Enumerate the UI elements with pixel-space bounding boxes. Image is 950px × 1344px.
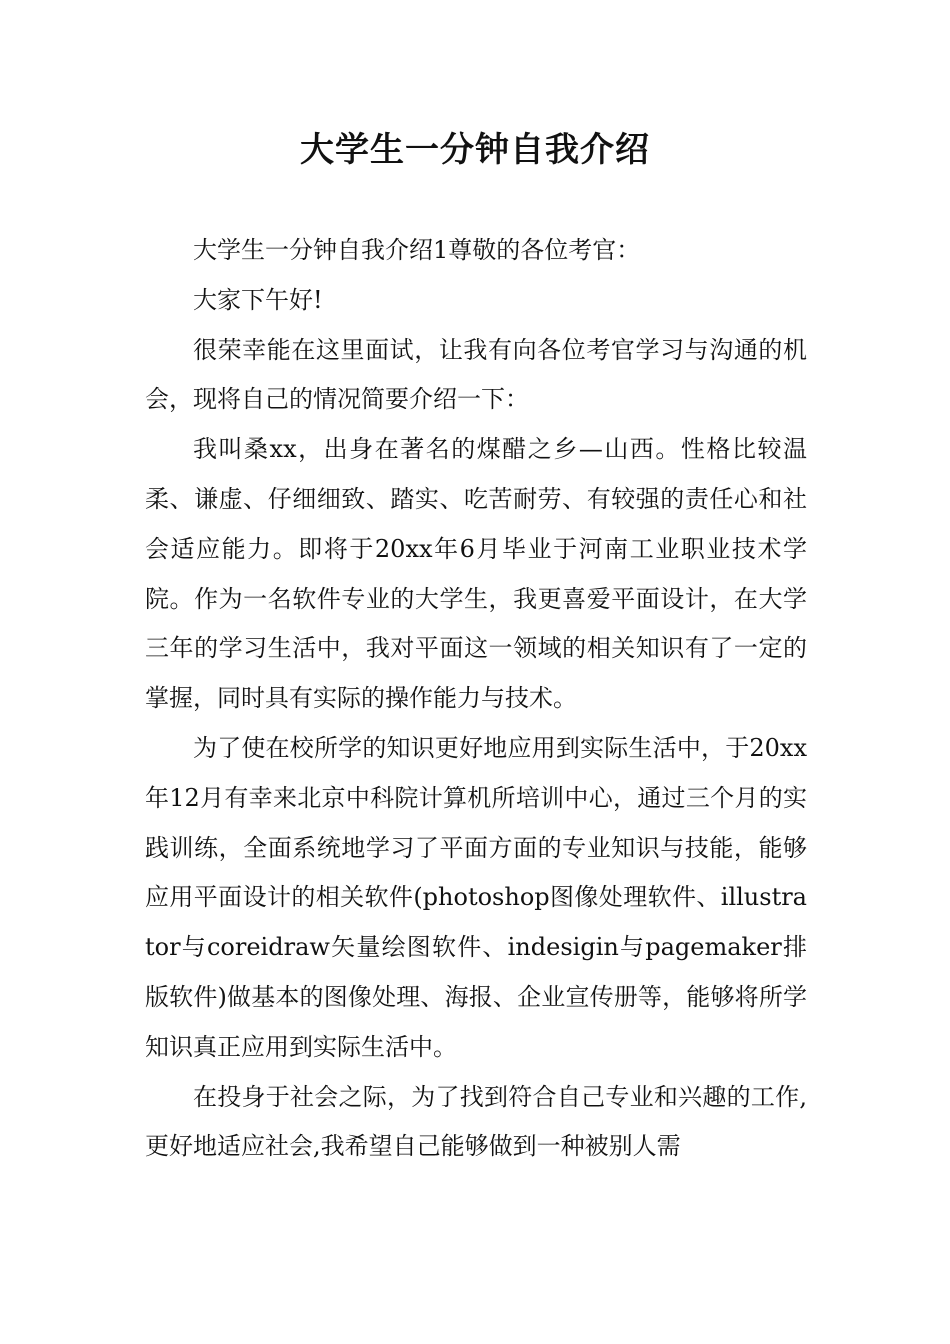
document-title: 大学生一分钟自我介绍 — [300, 130, 650, 170]
paragraph-goals: 在投身于社会之际，为了找到符合自己专业和兴趣的工作,更好地适应社会,我希望自己能够做到一种被别人需 — [145, 1082, 807, 1161]
document-body — [145, 226, 807, 1172]
paragraph-good-afternoon: 大家下午好! — [193, 285, 323, 314]
paragraph-opening: 很荣幸能在这里面试，让我有向各位考官学习与沟通的机会，现将自己的情况简要介绍一下： — [145, 335, 807, 414]
paragraph-greeting: 大学生一分钟自我介绍1尊敬的各位考官： — [193, 236, 641, 264]
paragraph-background: 我叫桑xx，出身在著名的煤醋之乡—山西。性格比较温柔、谦虚、仔细细致、踏实、吃苦耐劳、有较强的责任心和社会适应能力。即将于20xx年6月毕业于河南工业职业技术学院。作为一名软件专业的大学生，我更喜爱平面设计，在大学三年的学习生活中，我对平面这一领域的相关知识有了一定的掌握，同时具有实际的操作能力与技术。 — [145, 435, 807, 713]
paragraph-training: 为了使在校所学的知识更好地应用到实际生活中，于20xx年12月有幸来北京中科院计算机所培训中心，通过三个月的实践训练，全面系统地学习了平面方面的专业知识与技能，能够应用平面设计的相关软件(photoshop图像处理软件、illustrator与coreidraw矢量绘图软件、indesigin与pagemaker排版软件)做基本的图像处理、海报、企业宣传册等，能够将所学知识真正应用到实际生活中。 — [145, 733, 807, 1061]
